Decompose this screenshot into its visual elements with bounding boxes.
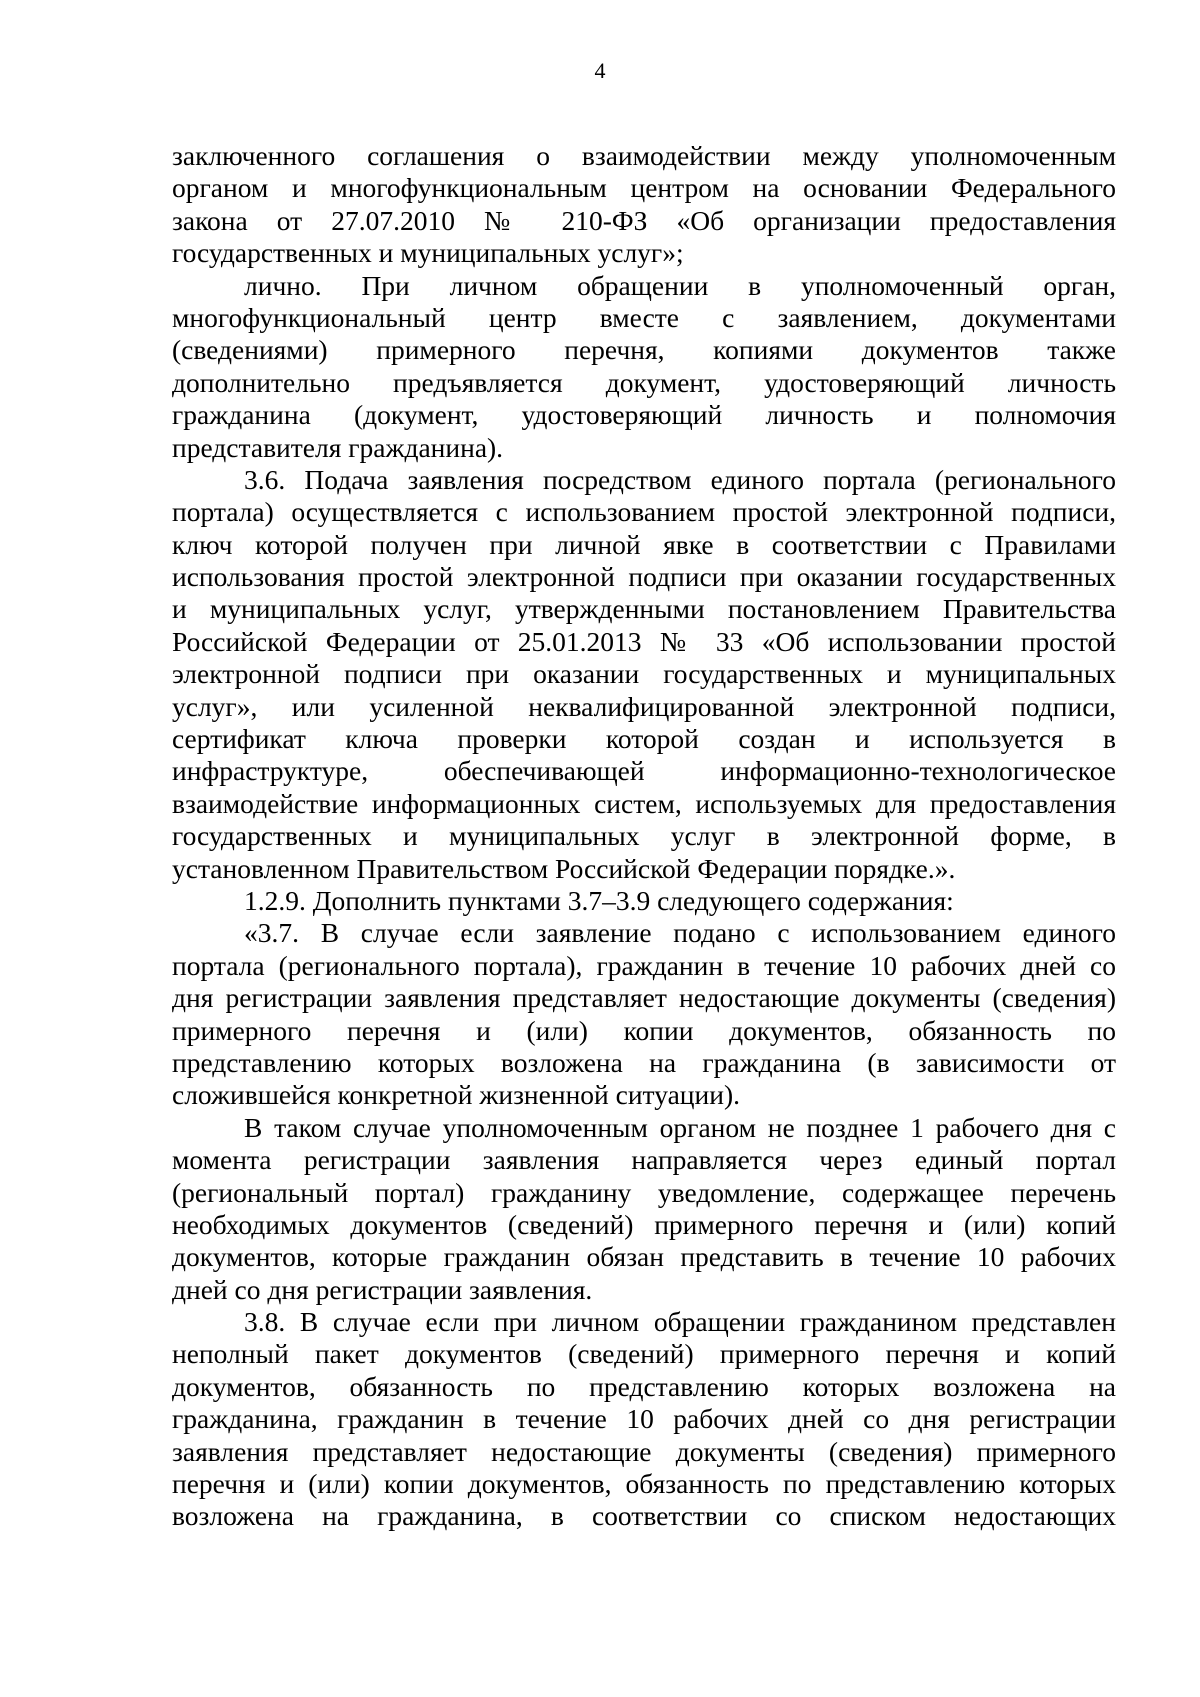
text-line: использования простой электронной подписи при оказании государственных	[172, 561, 1116, 593]
text-line: Российской Федерации от 25.01.2013 № 33 «Об использовании простой	[172, 625, 1116, 657]
text-line: необходимых документов (сведений) примерного перечня и (или) копий	[172, 1208, 1116, 1240]
text-line: и муниципальных услуг, утвержденными постановлением Правительства	[172, 593, 1116, 625]
text-line: взаимодействие информационных систем, используемых для предоставления	[172, 787, 1116, 819]
text-line: государственных и муниципальных услуг»;	[172, 237, 684, 269]
text-line: органом и многофункциональным центром на основании Федерального	[172, 172, 1116, 204]
text-line: сложившейся конкретной жизненной ситуации).	[172, 1079, 740, 1111]
text-line: 3.8. В случае если при личном обращении гражданином представлен	[244, 1306, 1116, 1338]
text-line: (сведениями) примерного перечня, копиями документов также	[172, 334, 1116, 366]
text-line: ключ которой получен при личной явке в соответствии с Правилами	[172, 528, 1116, 560]
text-line: многофункциональный центр вместе с заявлением, документами	[172, 301, 1116, 333]
text-line: портала) осуществляется с использованием простой электронной подписи,	[172, 496, 1116, 528]
text-line: заключенного соглашения о взаимодействии между уполномоченным	[172, 140, 1116, 171]
text-line: дней со дня регистрации заявления.	[172, 1273, 593, 1305]
text-line: представлению которых возложена на гражданина (в зависимости от	[172, 1046, 1116, 1078]
text-line: электронной подписи при оказании государственных и муниципальных	[172, 658, 1116, 690]
text-line: гражданина, гражданин в течение 10 рабочих дней со дня регистрации	[172, 1403, 1116, 1435]
text-line: момента регистрации заявления направляется через единый портал	[172, 1144, 1116, 1176]
text-line: инфраструктуре, обеспечивающей информационно-технологическое	[172, 755, 1116, 787]
text-line: перечня и (или) копии документов, обязанность по представлению которых	[172, 1468, 1116, 1500]
text-line: сертификат ключа проверки которой создан и используется в	[172, 723, 1116, 755]
text-line: примерного перечня и (или) копии документов, обязанность по	[172, 1014, 1116, 1046]
text-line: лично. При личном обращении в уполномоченный орган,	[244, 269, 1116, 301]
page-number: 4	[594, 58, 606, 83]
text-line: документов, которые гражданин обязан представить в течение 10 рабочих	[172, 1241, 1116, 1273]
text-line: установленном Правительством Российской Федерации порядке.».	[172, 852, 956, 884]
text-line: закона от 27.07.2010 № 210-ФЗ «Об организации предоставления	[172, 204, 1116, 236]
text-line: заявления представляет недостающие документы (сведения) примерного	[172, 1435, 1116, 1467]
text-line: государственных и муниципальных услуг в электронной форме, в	[172, 820, 1116, 852]
text-line: представителя гражданина).	[172, 431, 504, 463]
text-line: «3.7. В случае если заявление подано с использованием единого	[244, 917, 1116, 949]
text-line: гражданина (документ, удостоверяющий личность и полномочия	[172, 399, 1116, 431]
text-line: дополнительно предъявляется документ, удостоверяющий личность	[172, 366, 1116, 398]
text-line: портала (регионального портала), гражданин в течение 10 рабочих дней со	[172, 949, 1116, 981]
document-body	[172, 140, 1116, 1533]
text-line: услуг», или усиленной неквалифицированной электронной подписи,	[172, 690, 1116, 722]
text-line: 3.6. Подача заявления посредством единого портала (регионального	[244, 463, 1116, 495]
text-line: (региональный портал) гражданину уведомление, содержащее перечень	[172, 1176, 1116, 1208]
text-line: 1.2.9. Дополнить пунктами 3.7–3.9 следующего содержания:	[244, 884, 954, 916]
text-line: В таком случае уполномоченным органом не позднее 1 рабочего дня с	[244, 1111, 1116, 1143]
text-line: возложена на гражданина, в соответствии со списком недостающих	[172, 1500, 1116, 1532]
text-line: неполный пакет документов (сведений) примерного перечня и копий	[172, 1338, 1116, 1370]
text-line: документов, обязанность по представлению которых возложена на	[172, 1370, 1116, 1402]
text-line: дня регистрации заявления представляет недостающие документы (сведения)	[172, 982, 1116, 1014]
